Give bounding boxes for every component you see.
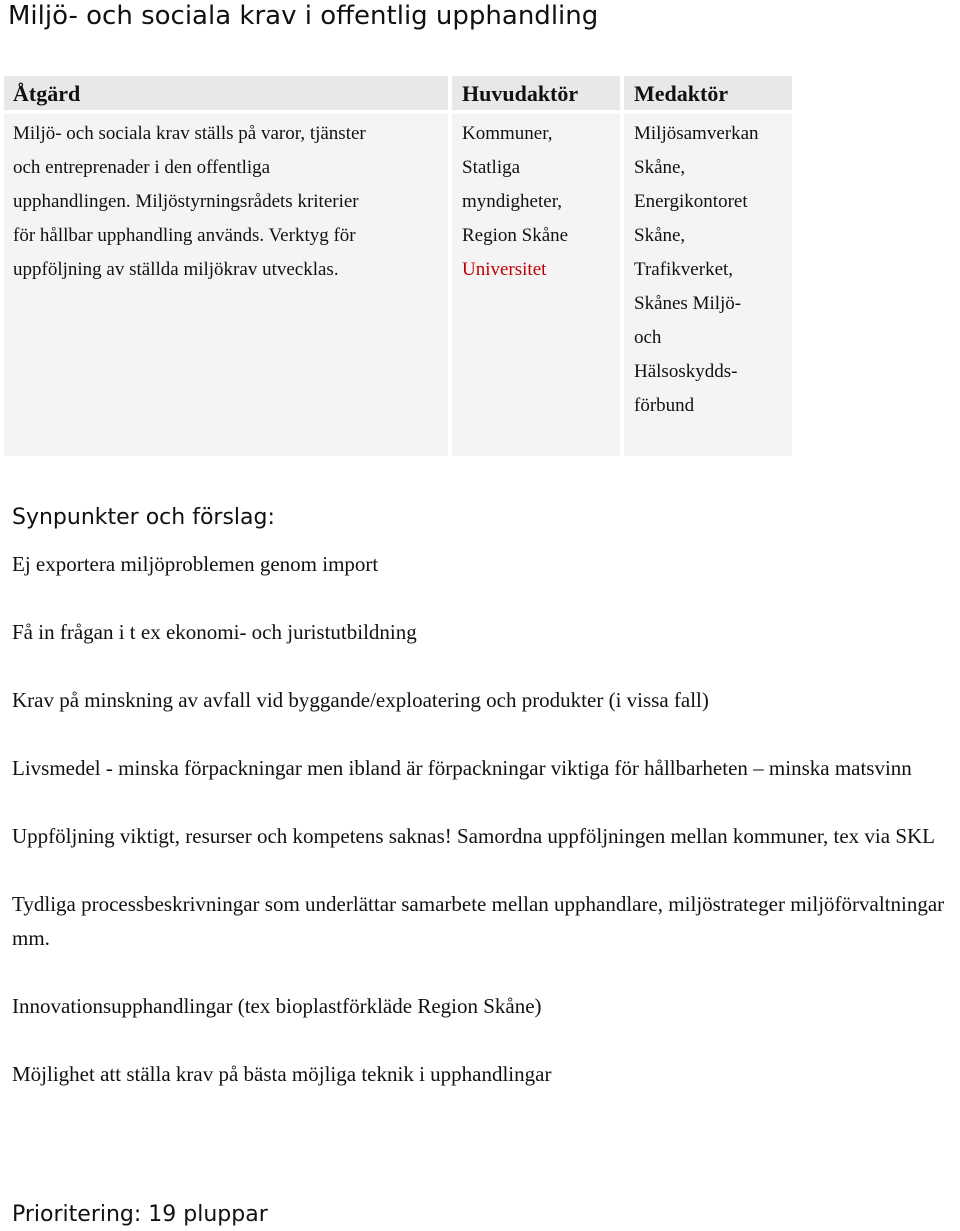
cell-line: Region Skåne	[462, 225, 569, 246]
table-header-huvudaktor: Huvudaktör	[452, 76, 620, 110]
table-cell-medaktor	[624, 114, 792, 456]
cell-line: Kommuner,	[462, 123, 553, 144]
table-header-atgard: Åtgärd	[4, 76, 448, 110]
cell-line: Miljösamverkan	[634, 123, 759, 144]
cell-line: Skåne,	[634, 157, 686, 178]
cell-line-highlight: Universitet	[462, 259, 547, 280]
page-title: Miljö- och sociala krav i offentlig upphandling	[8, 1, 599, 31]
table-cell-huvudaktor	[452, 114, 620, 456]
cell-line: Energikontoret	[634, 191, 748, 212]
list-item: Krav på minskning av avfall vid byggande/exploatering och produkter (i vissa fall)	[12, 688, 709, 712]
cell-line: och	[634, 327, 662, 348]
synpunkter-list	[12, 547, 960, 1125]
cell-line: myndigheter,	[462, 191, 563, 212]
cell-line: förbund	[634, 395, 695, 416]
cell-line: Statliga	[462, 157, 521, 178]
cell-line: Miljö- och sociala krav ställs på varor, tjänster	[13, 123, 366, 144]
cell-line: och entreprenader i den offentliga	[13, 157, 271, 178]
table-cell-atgard	[4, 114, 448, 456]
cell-line: Hälsoskydds-	[634, 361, 738, 382]
list-item: Möjlighet att ställa krav på bästa möjliga teknik i upphandlingar	[12, 1062, 552, 1086]
cell-line: Skånes Miljö-	[634, 293, 742, 314]
cell-line: Skåne,	[634, 225, 686, 246]
table-header-medaktor: Medaktör	[624, 76, 792, 110]
list-item: Tydliga processbeskrivningar som underlättar samarbete mellan upphandlare, miljöstrateger miljöförvaltningar mm.	[12, 892, 945, 950]
list-item: Livsmedel - minska förpackningar men ibland är förpackningar viktiga för hållbarheten – minska matsvinn	[12, 756, 912, 780]
cell-line: uppföljning av ställda miljökrav utvecklas.	[13, 259, 339, 280]
prioritering-label: Prioritering: 19 pluppar	[12, 1202, 268, 1227]
cell-line: för hållbar upphandling används. Verktyg för	[13, 225, 356, 246]
actions-table	[4, 76, 792, 456]
list-item: Ej exportera miljöproblemen genom import	[12, 552, 379, 576]
section-heading: Synpunkter och förslag:	[12, 505, 275, 530]
list-item: Innovationsupphandlingar (tex bioplastförkläde Region Skåne)	[12, 994, 542, 1018]
list-item: Uppföljning viktigt, resurser och kompetens saknas! Samordna uppföljningen mellan kommuner, tex via SKL	[12, 824, 935, 848]
cell-line: upphandlingen. Miljöstyrningsrådets kriterier	[13, 191, 359, 212]
cell-line: Trafikverket,	[634, 259, 734, 280]
list-item: Få in frågan i t ex ekonomi- och juristutbildning	[12, 620, 417, 644]
